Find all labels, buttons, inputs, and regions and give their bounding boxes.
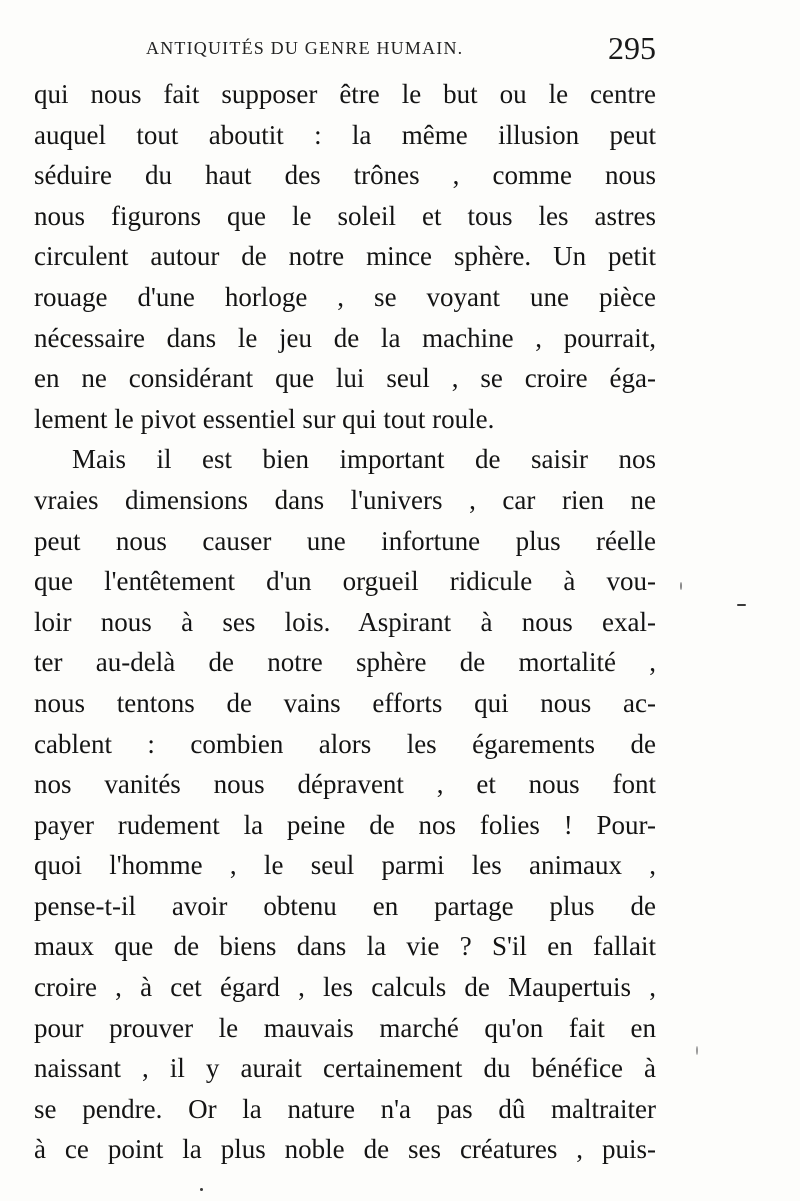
text-line: qui nous fait supposer être le but ou le centre <box>34 79 656 109</box>
text-line: circulent autour de notre mince sphère. Un petit <box>34 241 656 272</box>
text-line: nous tentons de vains efforts qui nous ac- <box>34 687 656 718</box>
text-line: loir nous à ses lois. Aspirant à nous exal- <box>34 606 656 637</box>
text-line: rouage d'une horloge , se voyant une pièce <box>34 281 656 312</box>
text-line: nous figurons que le soleil et tous les astres <box>34 200 656 231</box>
text-line: pour prouver le mauvais marché qu'on fait en <box>34 1012 656 1043</box>
text-line: se pendre. Or la nature n'a pas dû maltraiter <box>34 1093 656 1124</box>
text-line: à ce point la plus noble de ses créatures , puis- <box>34 1134 656 1165</box>
text-line-paragraph-start: Mais il est bien important de saisir nos <box>72 444 656 475</box>
text-line: maux que de biens dans la vie ? S'il en fallait <box>34 931 656 962</box>
text-line: que l'entêtement d'un orgueil ridicule à vou- <box>34 566 656 597</box>
text-line: pense-t-il avoir obtenu en partage plus de <box>34 890 656 921</box>
print-speck <box>680 582 682 590</box>
text-line: cablent : combien alors les égarements de <box>34 728 656 759</box>
running-title: ANTIQUITÉS DU GENRE HUMAIN. <box>146 38 464 58</box>
text-line: séduire du haut des trônes , comme nous <box>34 160 656 191</box>
text-line: nécessaire dans le jeu de la machine , pourrait, <box>34 322 656 353</box>
text-line: croire , à cet égard , les calculs de Maupertuis , <box>34 972 656 1003</box>
text-line: auquel tout aboutit : la même illusion peut <box>34 119 656 150</box>
text-line: peut nous causer une infortune plus réelle <box>34 525 656 556</box>
text-line: quoi l'homme , le seul parmi les animaux , <box>34 850 656 881</box>
text-line-paragraph-end: lement le pivot essentiel sur qui tout roule. <box>34 403 495 434</box>
running-head <box>34 30 656 70</box>
text-line: vraies dimensions dans l'univers , car rien ne <box>34 484 656 515</box>
text-line: en ne considérant que lui seul , se croire éga- <box>34 363 656 394</box>
text-line: ter au-delà de notre sphère de mortalité , <box>34 647 656 678</box>
page-number: 295 <box>608 30 656 66</box>
text-line: payer rudement la peine de nos folies ! Pour- <box>34 809 656 840</box>
text-line: nos vanités nous dépravent , et nous font <box>34 769 656 800</box>
print-speck <box>200 1188 203 1191</box>
print-speck <box>737 604 746 606</box>
body-text <box>34 74 656 1170</box>
text-line: naissant , il y aurait certainement du bénéfice à <box>34 1053 656 1084</box>
print-speck <box>696 1046 698 1055</box>
